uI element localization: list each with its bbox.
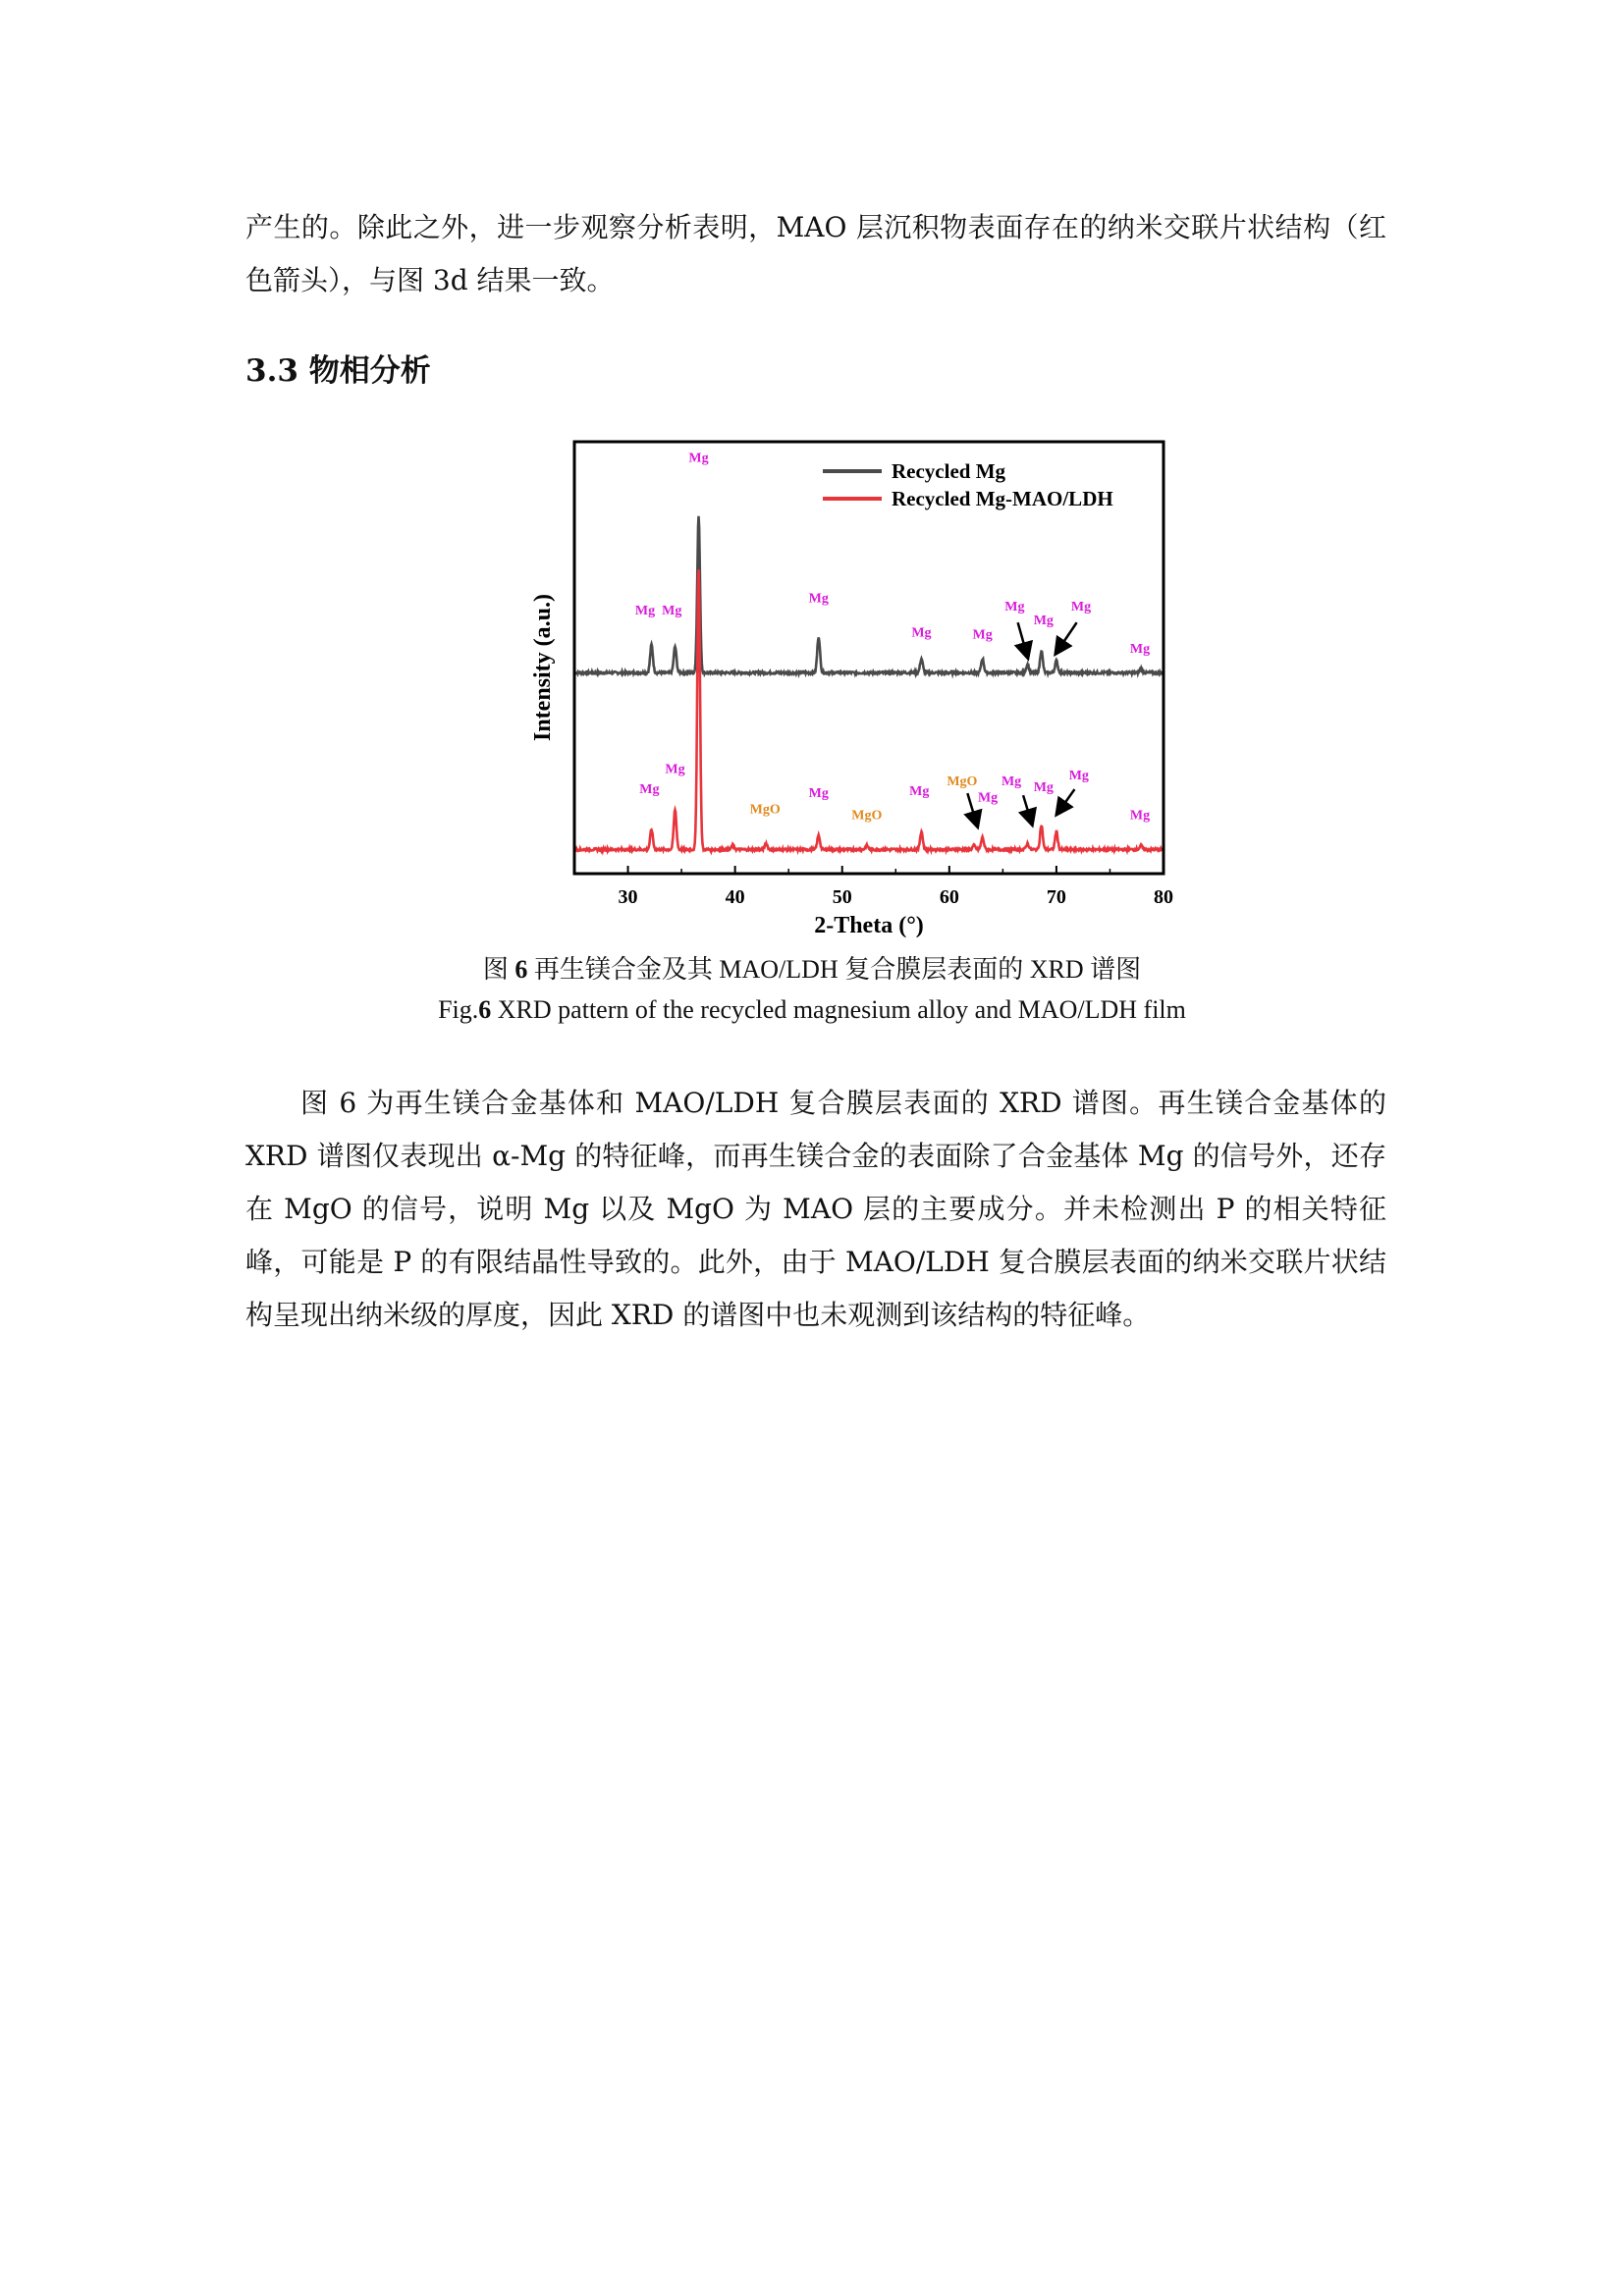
series-line-recycled-mg (574, 516, 1164, 674)
peak-label-2: Mg (662, 604, 682, 618)
figure-caption-cn (0, 949, 1624, 986)
caption-en-number: 6 (478, 995, 492, 1024)
peak-label-19: Mg (1033, 780, 1054, 796)
xrd-figure (511, 422, 1237, 956)
peak-arrow-2 (967, 793, 977, 826)
peak-arrow-4 (1057, 789, 1074, 814)
peak-label-6: Mg (1004, 599, 1025, 614)
peak-label-13: Mg (808, 786, 829, 802)
peak-label-17: Mg (977, 790, 999, 806)
peak-label-18: Mg (1001, 774, 1022, 789)
peak-label-20: Mg (1068, 768, 1089, 783)
figure-caption-en (0, 995, 1624, 1025)
paragraph-intro: 产生的。除此之外，进一步观察分析表明，MAO 层沉积物表面存在的纳米交联片状结构（红色箭头），与图 3d 结果一致。 (245, 211, 1386, 296)
xrd-chart (511, 422, 1237, 952)
x-tick-label-30: 30 (618, 886, 638, 908)
x-tick-label-70: 70 (1046, 886, 1066, 908)
peak-label-14: MgO (851, 808, 883, 824)
peak-label-10: Mg (639, 782, 660, 798)
caption-cn-prefix: 图 (482, 955, 515, 984)
x-tick-label-40: 40 (725, 886, 745, 908)
caption-en-prefix: Fig. (438, 995, 479, 1024)
caption-cn-number: 6 (514, 955, 528, 984)
legend-label-1: Recycled Mg-MAO/LDH (892, 487, 1113, 510)
y-axis-label: Intensity (a.u.) (530, 593, 556, 742)
peak-arrow-0 (1018, 622, 1028, 657)
x-tick-label-50: 50 (832, 886, 852, 908)
peak-label-7: Mg (1033, 614, 1054, 629)
section-heading: 3.3 物相分析 (245, 353, 431, 389)
peak-arrow-3 (1023, 795, 1032, 824)
peak-label-9: Mg (1129, 641, 1151, 657)
peak-label-5: Mg (972, 627, 993, 643)
legend-label-0: Recycled Mg (892, 459, 1006, 483)
x-axis-label: 2-Theta (°) (814, 913, 924, 938)
peak-label-1: Mg (634, 604, 656, 618)
x-tick-label-60: 60 (939, 886, 959, 908)
peak-label-4: Mg (911, 625, 932, 641)
peak-label-12: MgO (749, 802, 781, 818)
caption-cn-text: 再生镁合金及其 MAO/LDH 复合膜层表面的 XRD 谱图 (527, 955, 1142, 984)
peak-label-16: MgO (947, 774, 978, 789)
caption-en-text: XRD pattern of the recycled magnesium alloy and MAO/LDH film (491, 995, 1186, 1024)
x-tick-label-80: 80 (1154, 886, 1173, 908)
peak-label-21: Mg (1129, 808, 1151, 824)
peak-label-3: Mg (808, 591, 829, 607)
peak-label-0: Mg (688, 451, 709, 466)
paragraph-discussion: 图 6 为再生镁合金基体和 MAO/LDH 复合膜层表面的 XRD 谱图。再生镁合金基体的 XRD 谱图仅表现出 α-Mg 的特征峰，而再生镁合金的表面除了合金基体 Mg 的信号外，还存在 MgO 的信号，说明 Mg 以及 MgO 为 MAO 层的主要成分。并未检测出 P 的相关特征峰，可能是 P 的有限结晶性导致的。此外，由于 MAO/LDH 复合膜层表面的纳米交联片状结构呈现出纳米级的厚度，因此 XRD 的谱图中也未观测到该结构的特征峰。 (245, 1087, 1386, 1331)
peak-label-11: Mg (665, 762, 685, 777)
peak-label-8: Mg (1070, 599, 1092, 614)
peak-label-15: Mg (909, 784, 930, 800)
peak-arrow-1 (1056, 622, 1077, 653)
